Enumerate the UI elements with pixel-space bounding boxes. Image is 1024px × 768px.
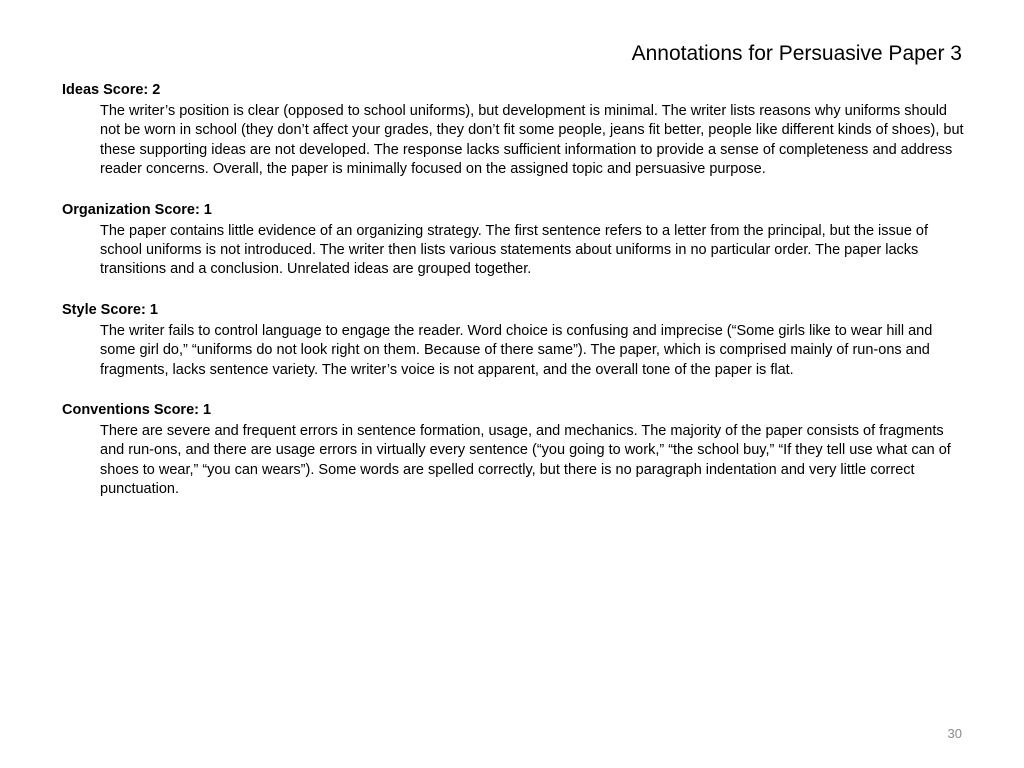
slide-title: Annotations for Persuasive Paper 3 xyxy=(631,42,962,65)
section-organization xyxy=(62,200,967,280)
section-heading: Organization Score: 1 xyxy=(62,201,212,218)
section-ideas xyxy=(62,80,967,180)
section-body: There are severe and frequent errors in sentence formation, usage, and mechanics. The majority of the paper consists of fragments and run-ons, and there are usage errors in virtually every sentence (“you going to work,” “the school buy,” “If they tell use what can of shoes to wear,” “you can wears”). Some words are spelled correctly, but there is no paragraph indentation and very little correct punctuation. xyxy=(100,423,951,498)
section-style xyxy=(62,300,967,380)
section-heading: Style Score: 1 xyxy=(62,301,158,318)
section-heading: Conventions Score: 1 xyxy=(62,402,212,419)
section-body: The writer’s position is clear (opposed to school uniforms), but development is minimal. The writer lists reasons why uniforms should not be worn in school (they don’t affect your grades, they don’t fit some people, jeans fit better, people like different kinds of shoes), but these supporting ideas are not developed. The response lacks sufficient information to provide a sense of completeness and address reader concerns. Overall, the paper is minimally focused on the assigned topic and persuasive purpose. xyxy=(100,103,964,178)
section-conventions xyxy=(62,400,967,500)
section-body: The paper contains little evidence of an organizing strategy. The first sentence refers to a letter from the principal, but the issue of school uniforms is not introduced. The writer then lists various statements about uniforms in no particular order. The paper lacks transitions and a conclusion. Unrelated ideas are grouped together. xyxy=(100,222,929,278)
section-body: The writer fails to control language to engage the reader. Word choice is confusing and imprecise (“Some girls like to wear hill and some girl do,” “uniforms do not look right on them. Because of there same”). The paper, which is comprised mainly of run-ons and fragments, lacks sentence variety. The writer’s voice is not apparent, and the overall tone of the paper is flat. xyxy=(100,322,933,378)
section-heading: Ideas Score: 2 xyxy=(62,82,161,98)
page-number: 30 xyxy=(947,726,962,741)
annotations-content xyxy=(62,80,967,520)
